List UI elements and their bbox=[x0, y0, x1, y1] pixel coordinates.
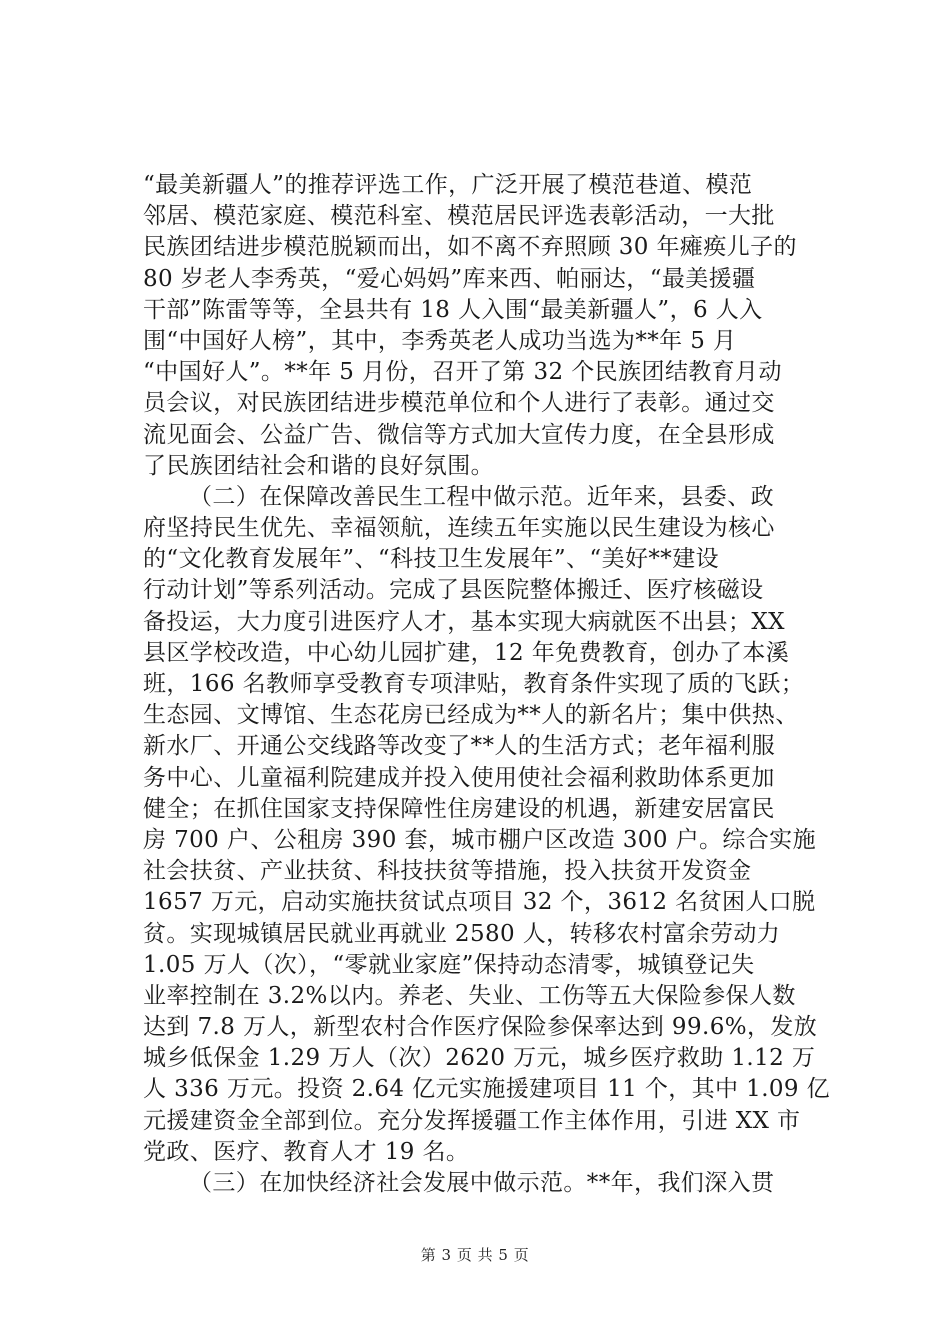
text-line: 班，166 名教师享受教育专项津贴，教育条件实现了质的飞跃； bbox=[143, 671, 805, 697]
text-line: 的“文化教育发展年”、“科技卫生发展年”、“美好**建设 bbox=[143, 546, 719, 573]
text-line: 1.05 万人（次），“零就业家庭”保持动态清零，城镇登记失 bbox=[143, 951, 755, 978]
text-line: 业率控制在 3.2%以内。养老、失业、工伤等五大保险参保人数 bbox=[143, 982, 796, 1009]
text-line: 元援建资金全部到位。充分发挥援疆工作主体作用，引进 XX 市 bbox=[143, 1107, 801, 1134]
document-body bbox=[143, 170, 833, 1199]
text-line: 社会扶贫、产业扶贫、科技扶贫等措施，投入扶贫开发资金 bbox=[143, 858, 752, 885]
text-line: 员会议，对民族团结进步模范单位和个人进行了表彰。通过交 bbox=[143, 390, 775, 417]
text-line: 80 岁老人李秀英，“爱心妈妈”库来西、帕丽达，“最美援疆 bbox=[143, 265, 756, 292]
text-line: 人 336 万元。投资 2.64 亿元实施援建项目 11 个，其中 1.09 亿 bbox=[143, 1076, 831, 1103]
text-line: 房 700 户、公租房 390 套，城市棚户区改造 300 户。综合实施 bbox=[143, 826, 816, 853]
text-line: 了民族团结社会和谐的良好氛围。 bbox=[143, 452, 494, 479]
text-line: 行动计划”等系列活动。完成了县医院整体搬迁、医疗核磁设 bbox=[143, 577, 764, 604]
text-line: 新水厂、开通公交线路等改变了**人的生活方式；老年福利服 bbox=[143, 733, 776, 760]
section-heading-line: （三）在加快经济社会发展中做示范。**年，我们深入贯 bbox=[189, 1170, 775, 1196]
text-line: 围“中国好人榜”，其中，李秀英老人成功当选为**年 5 月 bbox=[143, 327, 737, 354]
text-line: “最美新疆人”的推荐评选工作，广泛开展了模范巷道、模范 bbox=[143, 172, 753, 198]
section-heading-line: （二）在保障改善民生工程中做示范。近年来，县委、政 bbox=[189, 483, 774, 510]
text-line: “中国好人”。**年 5 月份，召开了第 32 个民族团结教育月动 bbox=[143, 359, 782, 386]
text-line: 民族团结进步模范脱颖而出，如不离不弃照顾 30 年瘫痪儿子的 bbox=[143, 234, 797, 261]
page-number-footer: 第 3 页 共 5 页 bbox=[420, 1246, 530, 1264]
text-line: 城乡低保金 1.29 万人（次）2620 万元，城乡医疗救助 1.12 万 bbox=[143, 1045, 816, 1072]
text-line: 县区学校改造，中心幼儿园扩建，12 年免费教育，创办了本溪 bbox=[143, 639, 790, 666]
text-line: 健全；在抓住国家支持保障性住房建设的机遇，新建安居富民 bbox=[143, 795, 775, 822]
text-line: 务中心、儿童福利院建成并投入使用使社会福利救助体系更加 bbox=[143, 764, 775, 791]
text-line: 贫。实现城镇居民就业再就业 2580 人，转移农村富余劳动力 bbox=[143, 920, 781, 947]
text-line: 生态园、文博馆、生态花房已经成为**人的新名片；集中供热、 bbox=[143, 702, 799, 729]
text-line: 干部”陈雷等等，全县共有 18 人入围“最美新疆人”，6 人入 bbox=[143, 296, 763, 323]
text-line: 邻居、模范家庭、模范科室、模范居民评选表彰活动，一大批 bbox=[143, 203, 775, 230]
text-line: 府坚持民生优先、幸福领航，连续五年实施以民生建设为核心 bbox=[143, 515, 775, 542]
text-line: 备投运，大力度引进医疗人才，基本实现大病就医不出县；XX bbox=[143, 608, 785, 635]
text-line: 达到 7.8 万人，新型农村合作医疗保险参保率达到 99.6%，发放 bbox=[143, 1014, 818, 1041]
text-line: 党政、医疗、教育人才 19 名。 bbox=[143, 1138, 470, 1165]
text-line: 流见面会、公益广告、微信等方式加大宣传力度，在全县形成 bbox=[143, 421, 775, 448]
text-line: 1657 万元，启动实施扶贫试点项目 32 个，3612 名贫困人口脱 bbox=[143, 889, 816, 916]
